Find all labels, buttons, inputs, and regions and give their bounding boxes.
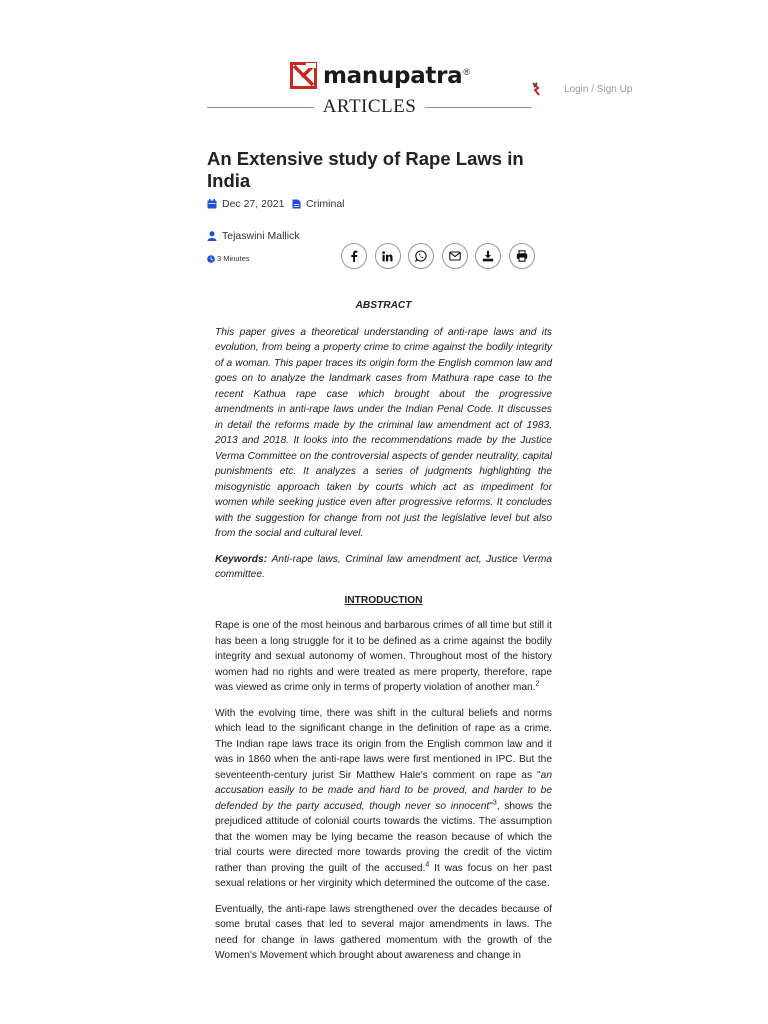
body-paragraph: Eventually, the anti-rape laws strengthened over the decades because of some brutal cases that led to several major amendments in laws. The need for change in laws gathered momentum with the growth of the Women's Movement which brought about awareness and change in	[215, 903, 552, 961]
share-linkedin-button[interactable]	[375, 243, 401, 269]
date-text: Dec 27, 2021	[222, 198, 285, 210]
read-time	[207, 254, 250, 263]
article-author[interactable]	[207, 230, 300, 242]
divider-right	[425, 107, 532, 108]
document-icon	[292, 199, 301, 209]
calendar-icon	[207, 199, 217, 209]
notification-icon[interactable]	[530, 82, 542, 96]
paragraph-text: "	[489, 800, 493, 812]
hale-quote: an accusation easily to be made and hard to be proved, and harder to be defended by the party accused, though never so innocent	[215, 769, 552, 812]
article-body	[215, 298, 552, 974]
article-title: An Extensive study of Rape Laws in India	[207, 148, 524, 191]
download-icon	[482, 250, 494, 262]
footnote-ref[interactable]: 3	[492, 799, 497, 807]
divider-left	[207, 107, 314, 108]
print-button[interactable]	[509, 243, 535, 269]
share-email-button[interactable]	[442, 243, 468, 269]
clock-icon	[207, 255, 215, 263]
article-category[interactable]	[292, 198, 345, 210]
download-pdf-button[interactable]	[475, 243, 501, 269]
email-icon	[449, 251, 461, 261]
login-signup-link[interactable]: Login / Sign Up	[564, 84, 633, 95]
whatsapp-icon	[415, 250, 427, 262]
brand-name: manupatra	[323, 62, 463, 89]
read-time-text: 3 Minutes	[217, 254, 250, 263]
user-icon	[207, 231, 217, 241]
abstract-text: This paper gives a theoretical understanding of anti-rape laws and its evolution, from being a property crime to crime against the bodily integrity of a woman. This paper traces its origin form the English common law and goes on to analyze the landmark cases from Mathura rape case to the recent Kathua rape case which brought about the progressive amendments in anti-rape laws under the Indian Penal Code. It discusses in detail the reforms made by the criminal law amendment act of 1983, 2013 and 2018. It looks into the recommendations made by the Justice Verma Committee on the controversial aspects of gender neutrality, capital punishments etc. It analyzes a series of judgments highlighting the misogynistic approach taken by courts which act as impediment for women while seeking justice even after progressive reforms. It concludes with the suggestion for change from not just the legislative level but also from the social and cultural level.	[215, 326, 552, 539]
body-paragraph	[215, 706, 552, 892]
site-header	[0, 0, 768, 130]
facebook-icon	[349, 250, 359, 262]
footnote-ref[interactable]: 2	[535, 680, 540, 688]
category-text: Criminal	[306, 198, 345, 210]
author-name: Tejaswini Mallick	[222, 230, 300, 242]
paragraph-text: It was focus on her past sexual relations or her virginity which determined the outcome of the case.	[215, 862, 553, 889]
paragraph-text: , shows the prejudiced attitude of colonial courts towards the victims. The assumption that the women may be lying became the reason because of which the trial courts were directed more towards proving the credit of the victim rather than proving the guilt of the accused.	[215, 800, 553, 874]
registered-mark: ®	[463, 66, 471, 77]
share-whatsapp-button[interactable]	[408, 243, 434, 269]
footnote-ref[interactable]: 4	[425, 861, 430, 869]
share-toolbar	[341, 243, 543, 269]
share-facebook-button[interactable]	[341, 243, 367, 269]
section-banner	[207, 96, 532, 118]
linkedin-icon	[382, 251, 393, 262]
paragraph-text: Rape is one of the most heinous and barbarous crimes of all time but still it has been a long struggle for it to be defined as a crime against the bodily integrity and sexual autonomy of women. Throughout most of the history women had no rights and were treated as mere property, therefore, rape was viewed as crime only in terms of property violation of another man.	[215, 620, 552, 693]
article-date	[207, 198, 284, 210]
introduction-heading: INTRODUCTION	[344, 594, 423, 606]
section-title: ARTICLES	[322, 96, 417, 117]
abstract-heading: ABSTRACT	[355, 300, 412, 311]
paragraph-text: With the evolving time, there was shift in the cultural beliefs and norms which lead to the significant change in the definition of rape as a crime. The Indian rape laws trace its origin from the English common law and it was in 1860 when the anti-rape laws were first mentioned in IPC. But the seventeenth-century jurist Sir Matthew Hale's comment on rape as "	[215, 707, 552, 781]
print-icon	[516, 250, 528, 262]
manupatra-logo[interactable]	[290, 62, 470, 89]
manupatra-logo-icon	[290, 62, 317, 89]
body-paragraph	[215, 618, 552, 696]
keywords-label: Keywords:	[215, 553, 268, 565]
keywords-text: Anti-rape laws, Criminal law amendment act, Justice Verma committee.	[215, 553, 552, 580]
keywords	[215, 552, 552, 583]
